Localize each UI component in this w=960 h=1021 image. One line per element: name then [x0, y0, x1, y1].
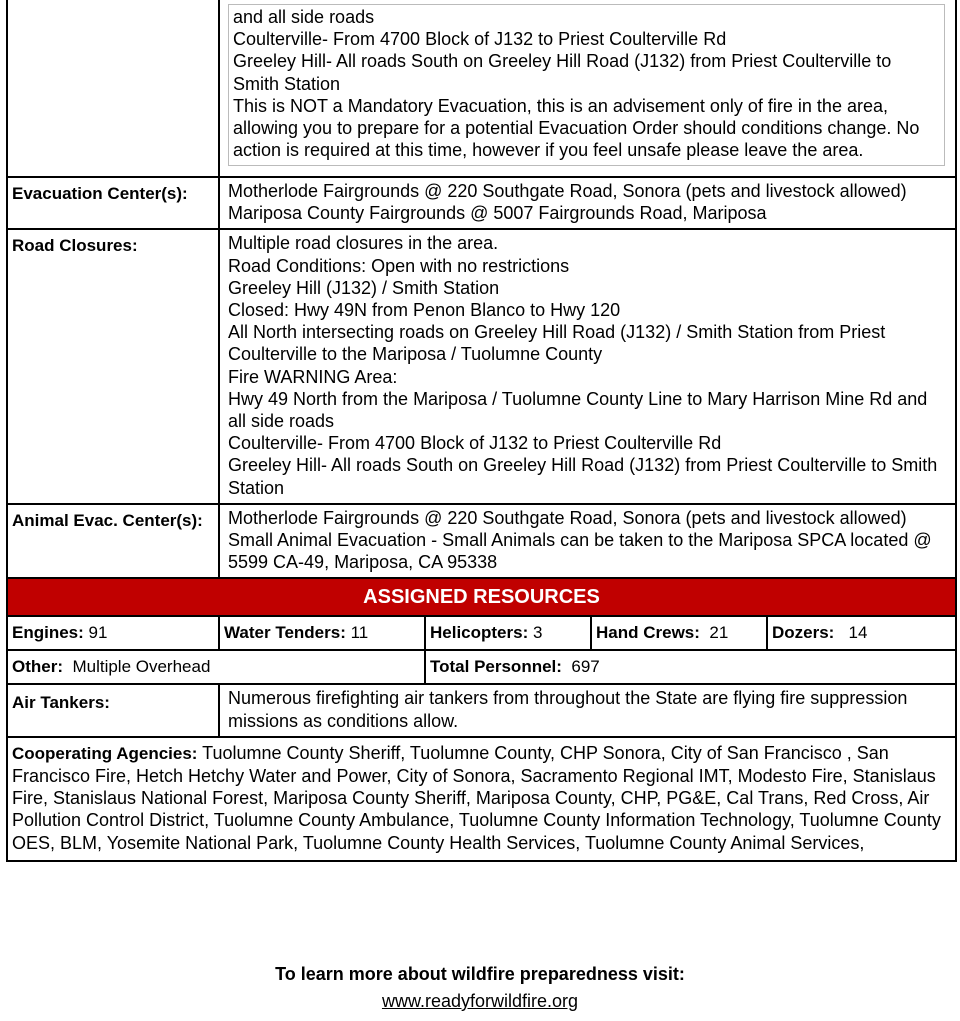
resource-counts-row: [7, 616, 956, 650]
evacuation-warning-row: [7, 0, 956, 177]
assigned-resources-banner-row: [7, 578, 956, 616]
water-tenders-cell: [219, 616, 425, 650]
cooperating-agencies-label: Cooperating Agencies:: [12, 743, 198, 763]
total-personnel-label: Total Personnel:: [430, 657, 562, 677]
water-tenders-value: 11: [350, 623, 369, 643]
air-tankers-value: Numerous firefighting air tankers from throughout the State are flying fire suppression missions as conditions allow.: [219, 684, 956, 736]
air-tankers-label: Air Tankers:: [7, 684, 219, 736]
other-value: Multiple Overhead: [72, 657, 211, 677]
total-personnel-value: 697: [571, 657, 600, 677]
warning-line: and all side roads: [233, 7, 375, 27]
evacuation-centers-row: [7, 177, 956, 229]
helicopters-cell: [425, 616, 591, 650]
animal-evac-value: [219, 504, 956, 579]
cooperating-agencies-value: Tuolumne County Sheriff, Tuolumne County, CHP Sonora, City of San Francisco , San Francisco Fire, Hetch Hetchy Water and Power, City of Sonora, Sacramento Regional IMT, Modesto Fire, Stanislaus Fire, Stanislaus National Forest, Mariposa County Sheriff, Mariposa County, CHP, PG&E, Cal Trans, Red Cross, Air Pollution Control District, Tuolumne County Ambulance, Tuolumne County Information Technology, Tuolumne County OES, BLM, Yosemite National Park, Tuolumne County Health Services, Tuolumne County Animal Services,: [12, 742, 941, 853]
road-closure-line: Multiple road closures in the area.: [228, 233, 499, 254]
air-tankers-row: [7, 684, 956, 736]
incident-info-sheet: [6, 0, 955, 862]
hand-crews-value: 21: [709, 623, 729, 643]
helicopters-label: Helicopters:: [430, 623, 529, 643]
advisement-note: This is NOT a Mandatory Evacuation, this is an advisement only of fire in the area, allowing you to prepare for a potential Evacuation Order should conditions change. No action is required at this time, however if you feel unsafe please leave the area.: [233, 95, 920, 161]
incident-table: [6, 0, 957, 862]
empty-label-cell: [7, 0, 219, 177]
road-closure-line: Coulterville- From 4700 Block of J132 to Priest Coulterville Rd: [228, 433, 722, 454]
helicopters-value: 3: [532, 623, 543, 643]
warning-text-box: [228, 4, 945, 166]
road-closure-line: Road Conditions: Open with no restrictions: [228, 255, 570, 276]
cooperating-agencies-row: [7, 737, 956, 861]
warning-line: Greeley Hill- All roads South on Greeley Hill Road (J132) from Priest Coulterville to Smith Station: [233, 51, 892, 94]
evacuation-center-line: Motherlode Fairgrounds @ 220 Southgate Road, Sonora (pets and livestock allowed): [228, 181, 907, 201]
evacuation-center-line: Mariposa County Fairgrounds @ 5007 Fairgrounds Road, Mariposa: [228, 203, 767, 224]
water-tenders-label: Water Tenders:: [224, 623, 346, 643]
animal-evac-line: Small Animal Evacuation - Small Animals can be taken to the Mariposa SPCA located @ 5599 CA-49, Mariposa, CA 95338: [228, 530, 932, 573]
road-closures-row: [7, 229, 956, 503]
hand-crews-cell: [591, 616, 767, 650]
warning-line: Coulterville- From 4700 Block of J132 to Priest Coulterville Rd: [233, 29, 727, 50]
road-closures-value: [219, 229, 956, 503]
readyforwildfire-link[interactable]: www.readyforwildfire.org: [381, 991, 579, 1011]
dozers-cell: [767, 616, 956, 650]
road-closure-line: Fire WARNING Area:: [228, 366, 398, 387]
animal-evac-label: Animal Evac. Center(s):: [7, 504, 219, 579]
footer: [0, 964, 960, 1012]
evacuation-centers-label: Evacuation Center(s):: [7, 177, 219, 229]
road-closures-label: Road Closures:: [7, 229, 219, 503]
other-cell: [7, 650, 425, 684]
footer-heading: To learn more about wildfire preparedness visit:: [275, 964, 685, 984]
warning-cell: [219, 0, 956, 177]
cooperating-agencies-cell: [7, 737, 956, 861]
engines-label: Engines:: [12, 623, 84, 643]
other-label: Other:: [12, 657, 63, 677]
dozers-value: 14: [848, 623, 868, 643]
total-personnel-cell: [425, 650, 956, 684]
evacuation-centers-value: [219, 177, 956, 229]
road-closure-line: Greeley Hill- All roads South on Greeley Hill Road (J132) from Priest Coulterville to Smith Station: [228, 455, 938, 498]
road-closure-line: Closed: Hwy 49N from Penon Blanco to Hwy 120: [228, 300, 621, 321]
road-closure-line: Greeley Hill (J132) / Smith Station: [228, 277, 500, 298]
engines-cell: [7, 616, 219, 650]
animal-evac-row: [7, 504, 956, 579]
hand-crews-label: Hand Crews:: [596, 623, 700, 643]
animal-evac-line: Motherlode Fairgrounds @ 220 Southgate Road, Sonora (pets and livestock allowed): [228, 507, 907, 528]
dozers-label: Dozers:: [772, 623, 835, 643]
assigned-resources-banner: ASSIGNED RESOURCES: [7, 578, 956, 616]
engines-value: 91: [88, 623, 108, 643]
road-closure-line: All North intersecting roads on Greeley Hill Road (J132) / Smith Station from Priest Coulterville to the Mariposa / Tuolumne County: [228, 322, 886, 365]
road-closure-line: Hwy 49 North from the Mariposa / Tuolumne County Line to Mary Harrison Mine Rd and all side roads: [228, 388, 928, 432]
other-personnel-row: [7, 650, 956, 684]
